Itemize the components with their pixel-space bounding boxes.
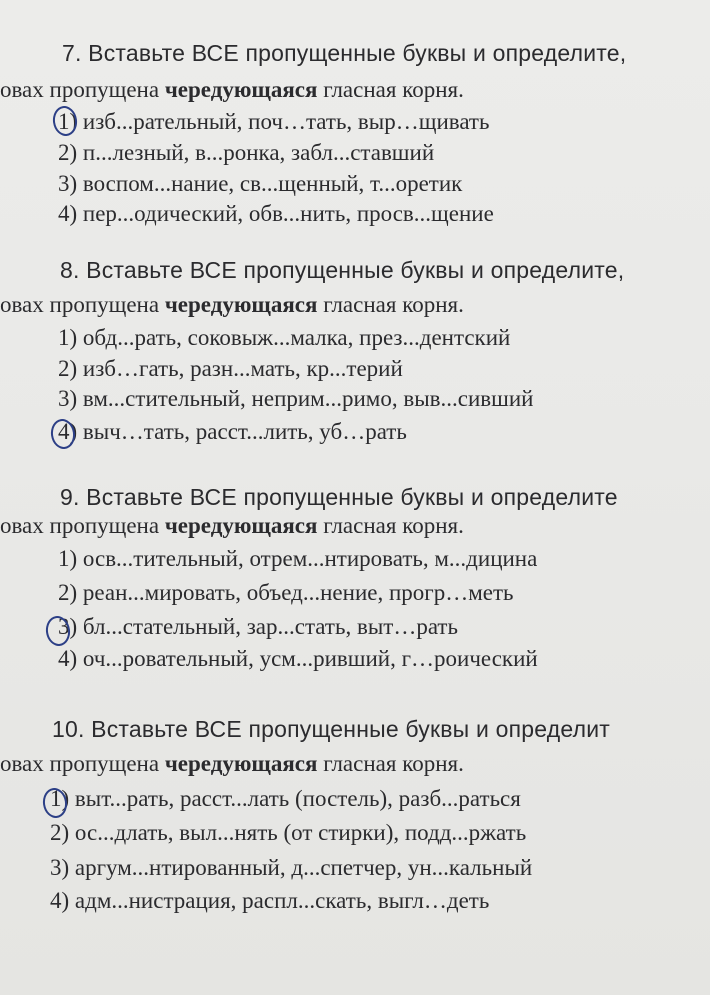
question-title: 8. Вставьте ВСЕ пропущенные буквы и определите, (60, 257, 625, 283)
option-4: 4) оч...ровательный, усм...ривший, г…роический (58, 646, 538, 671)
option-2: 2) изб…гать, разн...мать, кр...терий (58, 356, 403, 381)
option-1: 1) выт...рать, расст...лать (постель), разб...раться (50, 786, 521, 811)
question-subtitle: овах пропущена чередующаяся гласная корня. (0, 292, 464, 317)
option-2: 2) ос...длать, выл...нять (от стирки), подд...ржать (50, 820, 527, 845)
option-3: 3) аргум...нтированный, д...спетчер, ун...кальный (50, 855, 533, 880)
question-subtitle: овах пропущена чередующаяся гласная корня. (0, 751, 464, 776)
option-3: 3) бл...стательный, зар...стать, выт…рать (58, 614, 458, 639)
question-title: 9. Вставьте ВСЕ пропущенные буквы и определите (60, 484, 618, 510)
option-3: 3) воспом...нание, св...щенный, т...оретик (58, 171, 463, 196)
option-4: 4) адм...нистрация, распл...скать, выгл…деть (50, 888, 490, 913)
option-1: 1) осв...тительный, отрем...нтировать, м...дицина (58, 546, 538, 571)
option-2: 2) реан...мировать, объед...нение, прогр…меть (58, 580, 514, 605)
option-1: 1) изб...рательный, поч…тать, выр…щивать (58, 109, 490, 134)
option-1: 1) обд...рать, соковыж...малка, през...дентский (58, 325, 511, 350)
option-4: 4) выч…тать, расст...лить, уб…рать (58, 419, 407, 444)
option-4: 4) пер...одический, обв...нить, просв...щение (58, 201, 494, 226)
option-2: 2) п...лезный, в...ронка, забл...ставший (58, 140, 435, 165)
question-subtitle: овах пропущена чередующаяся гласная корня. (0, 77, 464, 102)
question-title: 10. Вставьте ВСЕ пропущенные буквы и определит (52, 716, 610, 742)
question-subtitle: овах пропущена чередующаяся гласная корня. (0, 513, 464, 538)
question-title: 7. Вставьте ВСЕ пропущенные буквы и определите, (62, 40, 627, 66)
option-3: 3) вм...стительный, неприм...римо, выв...сивший (58, 386, 534, 411)
